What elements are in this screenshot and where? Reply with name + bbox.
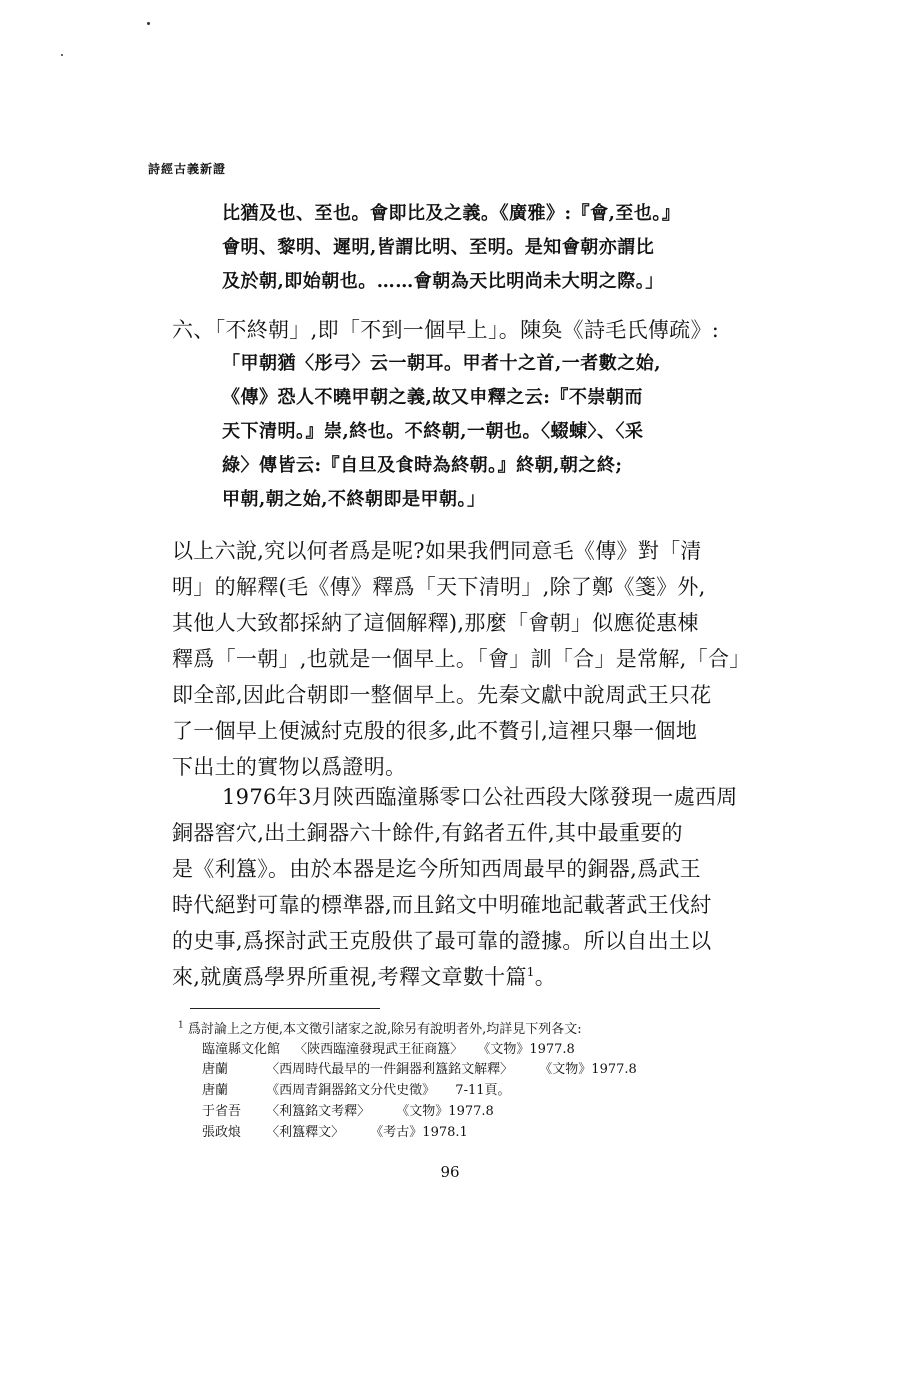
item-6-heading: 六、「不終朝」,即「不到一個早上」。陳奐《詩毛氏傳疏》: <box>172 318 720 342</box>
entry-author: 張政烺 <box>202 1125 242 1140</box>
footnote-entry <box>202 1058 637 1077</box>
entry-source: 7-11頁。 <box>455 1083 511 1098</box>
running-title: 詩經古義新證 <box>148 162 227 176</box>
paragraph-line: 時代絕對可靠的標準器,而且銘文中明確地記載著武王伐紂 <box>172 893 712 917</box>
entry-title: 〈利簋銘文考釋〉 <box>266 1104 371 1119</box>
quote-line: 天下清明。』崇,終也。不終朝,一朝也。〈蝃蝀〉、〈采 <box>222 421 644 442</box>
paragraph-line: 即全部,因此合朝即一整個早上。先秦文獻中說周武王只花 <box>172 683 712 707</box>
paragraph-line: 明」的解釋(毛《傳》釋爲「天下清明」,除了鄭《箋》外, <box>172 575 706 599</box>
paragraph-line: 下出土的實物以爲證明。 <box>172 755 407 779</box>
quote-line: 甲朝,朝之始,不終朝即是甲朝。」 <box>222 489 486 510</box>
entry-source: 《文物》1977.8 <box>539 1062 637 1077</box>
paragraph-line: 是《利簋》。由於本器是迄今所知西周最早的銅器,爲武王 <box>172 857 701 881</box>
paragraph-line: 的史事,爲探討武王克殷供了最可靠的證據。所以自出土以 <box>172 929 712 953</box>
footnote-marker: 1 <box>178 1020 184 1031</box>
footnote-entry <box>202 1100 494 1119</box>
paragraph-line: 銅器窖穴,出土銅器六十餘件,有銘者五件,其中最重要的 <box>172 821 683 845</box>
footnote-entry <box>202 1121 468 1140</box>
quote-line: 比猶及也、至也。會即比及之義。《廣雅》:『會,至也。』 <box>222 203 681 224</box>
entry-author: 于省吾 <box>202 1104 242 1119</box>
paragraph-line-end: 。 <box>534 965 556 989</box>
entry-author: 唐蘭 <box>202 1062 229 1077</box>
entry-source: 《文物》1977.8 <box>396 1104 494 1119</box>
page-number: 96 <box>440 1163 460 1181</box>
scan-speck <box>61 54 63 56</box>
entry-author: 唐蘭 <box>202 1083 229 1098</box>
paragraph-line: 以上六說,究以何者爲是呢?如果我們同意毛《傳》對「清 <box>172 539 702 563</box>
quote-line: 會明、黎明、遲明,皆謂比明、至明。是知會朝亦謂比 <box>222 237 655 258</box>
paragraph-line: 其他人大致都採納了這個解釋),那麼「會朝」似應從惠棟 <box>172 611 699 635</box>
entry-source: 《文物》1977.8 <box>477 1042 575 1057</box>
footnote-reference[interactable]: 1 <box>526 965 535 979</box>
paragraph-line-text: 來,就廣爲學界所重視,考釋文章數十篇 <box>172 965 527 989</box>
paragraph-line: 釋爲「一朝」,也就是一個早上。「會」訓「合」是常解,「合」 <box>172 647 751 671</box>
paragraph-line <box>172 961 556 991</box>
quote-line: 《傳》恐人不曉甲朝之義,故又申釋之云:『不崇朝而 <box>222 387 643 408</box>
entry-author: 臨潼縣文化館 <box>202 1042 281 1057</box>
entry-title: 《西周青銅器銘文分代史徵》 <box>266 1083 436 1098</box>
quote-line: 「甲朝猶〈彤弓〉云一朝耳。甲者十之首,一者數之始, <box>222 353 662 374</box>
entry-title: 〈陝西臨潼發現武王征商簋〉 <box>294 1042 464 1057</box>
scan-speck <box>147 22 150 25</box>
quote-line: 及於朝,即始朝也。……會朝為天比明尚未大明之際。」 <box>222 271 664 292</box>
footnote-intro <box>178 1018 582 1037</box>
footnote-intro-text: 爲討論上之方便,本文徵引諸家之說,除另有說明者外,均詳見下列各文: <box>187 1022 582 1037</box>
quote-line: 綠〉傳皆云:『自旦及食時為終朝。』終朝,朝之終; <box>222 455 623 476</box>
paragraph-line: 1976年3月陝西臨潼縣零口公社西段大隊發現一處西周 <box>222 785 738 809</box>
paragraph-line: 了一個早上便滅紂克殷的很多,此不贅引,這裡只舉一個地 <box>172 719 698 743</box>
footnote-divider <box>190 1008 380 1009</box>
footnote-entry <box>202 1079 511 1098</box>
entry-title: 〈利簋釋文〉 <box>266 1125 345 1140</box>
footnote-entry <box>202 1038 575 1057</box>
entry-source: 《考古》1978.1 <box>370 1125 468 1140</box>
entry-title: 〈西周時代最早的一件銅器利簋銘文解釋〉 <box>266 1062 514 1077</box>
